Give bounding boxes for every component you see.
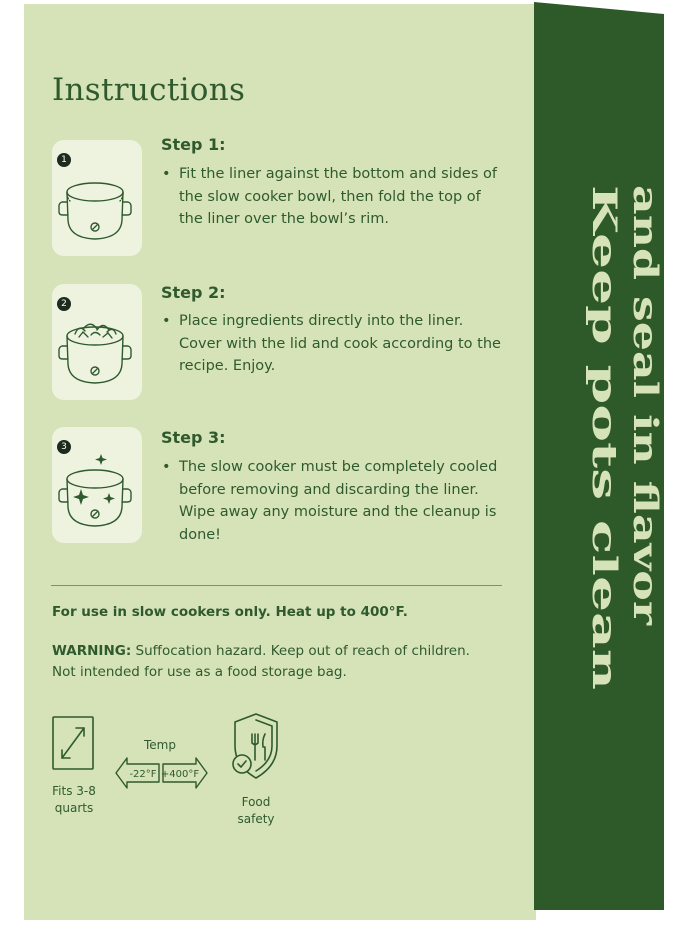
- step-3-bullet: •: [162, 459, 171, 475]
- expand-arrows-icon: [52, 716, 94, 770]
- fits-size-label: [44, 783, 104, 817]
- step-3-instruction: [162, 456, 502, 546]
- step-1-instruction: [162, 163, 502, 231]
- step-2-illustration: [52, 284, 142, 400]
- step-2-heading: Step 2:: [161, 283, 226, 302]
- side-tagline-line2: and seal in flavor: [625, 185, 665, 512]
- section-divider: [51, 585, 502, 586]
- step-1-bullet: •: [162, 166, 171, 182]
- instructions-title: Instructions: [52, 72, 246, 108]
- temp-label: Temp: [144, 738, 176, 752]
- slow-cooker-liner-icon: [55, 162, 139, 246]
- step-1-illustration: [52, 140, 142, 256]
- food-safety-line1: Food: [241, 795, 271, 809]
- step-3-text: The slow cooker must be completely cooled before removing and discarding the liner. Wipe away any moisture and the cleanup is done!: [179, 459, 498, 543]
- step-1-text: Fit the liner against the bottom and sides of the slow cooker bowl, then fold the top of the liner over the bowl’s rim.: [179, 166, 497, 227]
- warning-text: [52, 641, 492, 683]
- slow-cooker-ingredients-icon: [55, 306, 139, 390]
- food-safety-shield-icon: [229, 712, 281, 780]
- food-safety-label: [226, 794, 286, 828]
- side-tagline-line1: Keep pots clean: [584, 185, 624, 488]
- step-2-text: Place ingredients directly into the liner. Cover with the lid and cook according to the recipe. Enjoy.: [179, 313, 501, 374]
- slow-cooker-clean-icon: [55, 449, 139, 533]
- usage-note: For use in slow cookers only. Heat up to 400°F.: [52, 604, 408, 620]
- warning-body: Suffocation hazard. Keep out of reach of children. Not intended for use as a food storage bag.: [52, 643, 470, 680]
- warning-label: WARNING:: [52, 643, 132, 659]
- temp-high-value: +400°F: [160, 769, 200, 780]
- fits-size-line1: Fits 3-8: [52, 784, 96, 798]
- step-2-bullet: •: [162, 313, 171, 329]
- step-3-heading: Step 3:: [161, 428, 226, 447]
- step-2-number-badge: 2: [57, 297, 71, 311]
- step-1-number-badge: 1: [57, 153, 71, 167]
- food-safety-line2: safety: [237, 812, 275, 826]
- temperature-range-icon: [115, 752, 208, 794]
- fits-size-line2: quarts: [54, 801, 94, 815]
- temp-low-value: -22°F: [129, 769, 157, 780]
- step-3-illustration: [52, 427, 142, 543]
- step-1-heading: Step 1:: [161, 135, 226, 154]
- step-2-instruction: [162, 310, 502, 378]
- step-3-number-badge: 3: [57, 440, 71, 454]
- side-tagline: [571, 185, 665, 695]
